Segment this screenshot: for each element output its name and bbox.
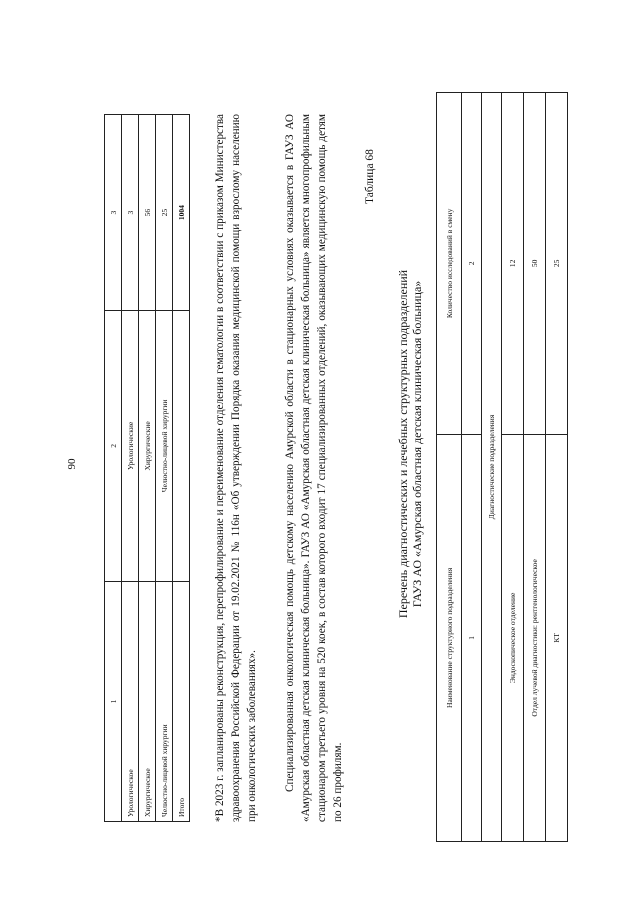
- table-cell: Эндоскопическое отделение: [502, 434, 524, 841]
- table-cell: 3: [105, 115, 122, 311]
- table-cell: 56: [139, 115, 156, 311]
- table-cell: 1: [105, 581, 122, 821]
- table-header-row: [437, 93, 462, 842]
- table-cell: КТ: [546, 434, 568, 841]
- table-cell: Урологические: [122, 311, 139, 582]
- table-cell: 1004: [173, 115, 190, 311]
- table-title-line: Перечень диагностических и лечебных структурных подразделений: [396, 269, 410, 619]
- table-header-cell: Количество исследований в смену: [437, 93, 462, 435]
- table-header-cell: Наименование структурного подразделения: [437, 434, 462, 841]
- footnote: *В 2023 г. запланированы реконструкция, перепрофилирование и переименование отделения гематологии в соответствии с приказом Министерства здравоохранения Российской Федерации от 19.02.2021 № 116н «Об утверждении Порядка оказания медицинской помощи взрослому населению при онкологических заболеваниях».: [214, 114, 258, 822]
- table-cell: 1: [462, 434, 482, 841]
- body-paragraph: Специализированная онкологическая помощь детскому населению Амурской области в стационарных условиях оказывается в ГАУЗ АО «Амурская областная детская клиническая больница». ГАУЗ АО «Амурская областная детская клиническая больница» является многопрофильным стационаром третьего уровня на 520 коек, в состав которого входит 17 специализированных отделений, оказывающих медицинскую помощь детям по 26 профилям.: [284, 114, 344, 822]
- table-total-row: [173, 115, 190, 822]
- table-cell: Итого: [173, 581, 190, 821]
- table-row: [122, 115, 139, 822]
- table-cell: 12: [502, 93, 524, 435]
- table-cell: Челюстно-лицевой хирургии: [156, 311, 173, 582]
- table-cell: Челюстно-лицевой хирургии: [156, 581, 173, 821]
- table-cell: Хирургическое: [139, 581, 156, 821]
- page-number: 90: [66, 458, 78, 470]
- table-row: [524, 93, 546, 842]
- table-title: [396, 124, 424, 764]
- table-header-row: [105, 115, 122, 822]
- table-row: [139, 115, 156, 822]
- section-cell: Диагностические подразделения: [482, 93, 502, 842]
- table-cell: 25: [156, 115, 173, 311]
- table-row: [502, 93, 524, 842]
- table-title-line: ГАУЗ АО «Амурская областная детская клиническая больница»: [410, 280, 424, 608]
- table-row: [546, 93, 568, 842]
- table-cell: 25: [546, 93, 568, 435]
- table-cell: Хирургические: [139, 311, 156, 582]
- table-cell: Отдел лучевой диагностики: рентгенологическое: [524, 434, 546, 841]
- table-cell: 50: [524, 93, 546, 435]
- units-table: [436, 92, 568, 842]
- table-cell: Урологическое: [122, 581, 139, 821]
- table-cell: 2: [105, 311, 122, 582]
- departments-table: [104, 114, 190, 822]
- table-cell: [173, 311, 190, 582]
- table-row: [156, 115, 173, 822]
- section-row: [482, 93, 502, 842]
- table-cell: 2: [462, 93, 482, 435]
- table-label: Таблица 68: [364, 149, 376, 204]
- table-cell: 3: [122, 115, 139, 311]
- column-number-row: [462, 93, 482, 842]
